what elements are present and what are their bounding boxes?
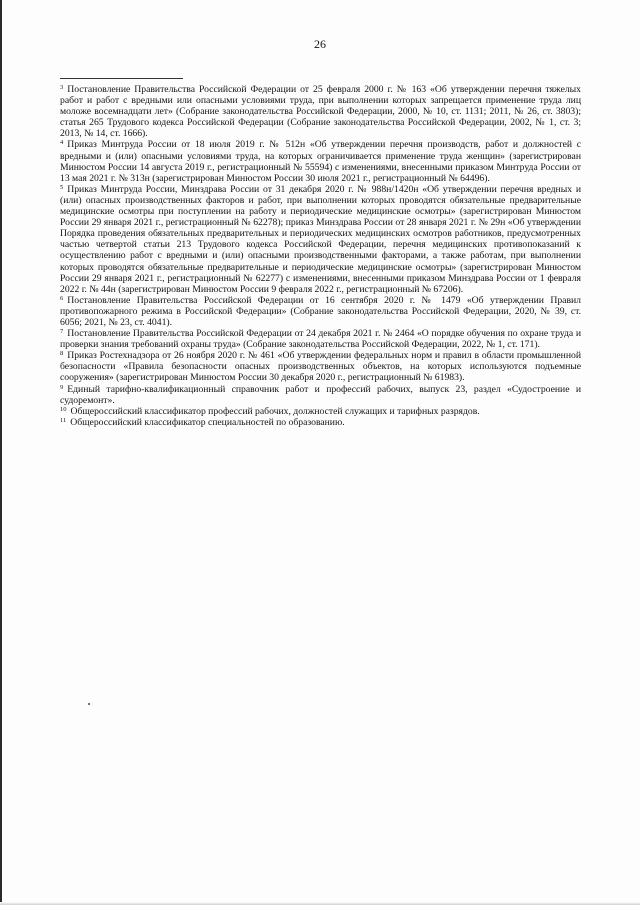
footnote-mark: 7 — [60, 328, 64, 336]
footnote-mark: 8 — [60, 350, 64, 358]
footnote-3 — [60, 84, 581, 139]
footnote-mark: 6 — [60, 294, 64, 302]
footnote-mark: 3 — [60, 84, 64, 91]
footnotes-block — [60, 84, 581, 428]
footnote-text: Постановление Правительства Российской Федерации от 16 сентября 2020 г. № 1479 «Об утверждении Правил противопожарного режима в Российской Федерации» (Собрание законодательства Российской Федерации, 2020, № 39, ст. 6056; 2021, № 23, ст. 4041). — [60, 294, 581, 328]
scan-speck — [88, 703, 90, 705]
footnote-6 — [60, 295, 581, 328]
footnote-8 — [60, 350, 581, 383]
footnote-mark: 10 — [60, 405, 67, 413]
footnote-9 — [60, 384, 581, 406]
footnote-mark: 11 — [60, 416, 67, 424]
scan-left-edge — [0, 0, 2, 905]
footnote-5 — [60, 184, 581, 295]
footnote-mark: 5 — [60, 183, 64, 191]
footnote-text: Приказ Ростехнадзора от 26 ноября 2020 г. № 461 «Об утверждении федеральных норм и правил в области промышленной безопасности «Правила безопасности опасных производственных объектов, на которых используются подъемные сооружения» (зарегистрирован Минюстом России 30 декабря 2020 г., регистрационный № 61983). — [60, 350, 581, 384]
footnote-11 — [60, 417, 581, 428]
footnote-text: Единый тарифно-квалификационный справочник работ и профессий рабочих, выпуск 23, раздел «Судостроение и судоремонт». — [60, 383, 581, 406]
footnote-text: Приказ Минтруда России, Минздрава России от 31 декабря 2020 г. № 988н/1420н «Об утверждении перечня вредных и (или) опасных производственных факторов и работ, при выполнении которых проводятся обязательные предварительные медицинские осмотры при поступлении на работу и периодические медицинские осмотры» (зарегистрирован Минюстом России 29 января 2021 г., регистрационный № 62278); приказ Минздрава России от 28 января 2021 г. № 29н «Об утверждении Порядка проведения обязательных предварительных и периодических медицинских осмотров работников, предусмотренных частью четвертой статьи 213 Трудового кодекса Российской Федерации, перечня медицинских противопоказаний к осуществлению работ с вредными и (или) опасными производственными факторами, а также работам, при выполнении которых проводятся обязательные предварительные и периодические медицинские осмотры» (зарегистрирован Минюстом России 29 января 2021 г., регистрационный № 62277) с изменениями, внесенными приказом Минздрава России от 1 февраля 2022 г. № 44н (зарегистрирован Минюстом России 9 февраля 2022 г., регистрационный № 67206). — [60, 183, 581, 295]
footnote-text: Общероссийский классификатор профессий рабочих, должностей служащих и тарифных разрядов. — [70, 405, 480, 417]
footnote-separator — [60, 78, 183, 79]
footnote-10 — [60, 406, 581, 417]
footnote-7 — [60, 328, 581, 350]
footnote-4 — [60, 139, 581, 183]
footnote-text: Постановление Правительства Российской Федерации от 25 февраля 2000 г. № 163 «Об утверждении перечня тяжелых работ и работ с вредными или опасными условиями труда, при выполнении которых запрещается применение труда лиц моложе восемнадцати лет» (Собрание законодательства Российской Федерации, 2000, № 10, ст. 1131; 2011, № 26, ст. 3803); статья 265 Трудового кодекса Российской Федерации (Собрание законодательства Российской Федерации, 2002, № 1, ст. 3; 2013, № 14, ст. 1666). — [60, 84, 581, 140]
page-number: 26 — [314, 37, 326, 51]
footnote-text: Приказ Минтруда России от 18 июля 2019 г. № 512н «Об утверждении перечня производств, работ и должностей с вредными и (или) опасными условиями труда, на которых ограничивается применение труда женщин» (зарегистрирован Минюстом России 14 августа 2019 г., регистрационный № 55594) с изменениями, внесенными приказом Минтруда России от 13 мая 2021 г. № 313н (зарегистрирован Минюстом России 30 июля 2021 г., регистрационный № 64496). — [60, 139, 581, 184]
footnote-mark: 4 — [60, 139, 64, 147]
footnote-text: Общероссийский классификатор специальностей по образованию. — [70, 416, 345, 428]
footnote-mark: 9 — [60, 383, 64, 391]
footnote-text: Постановление Правительства Российской Федерации от 24 декабря 2021 г. № 2464 «О порядке обучения по охране труда и проверки знания требований охраны труда» (Собрание законодательства Российской Федерации, 2022, № 1, ст. 171). — [60, 328, 581, 351]
